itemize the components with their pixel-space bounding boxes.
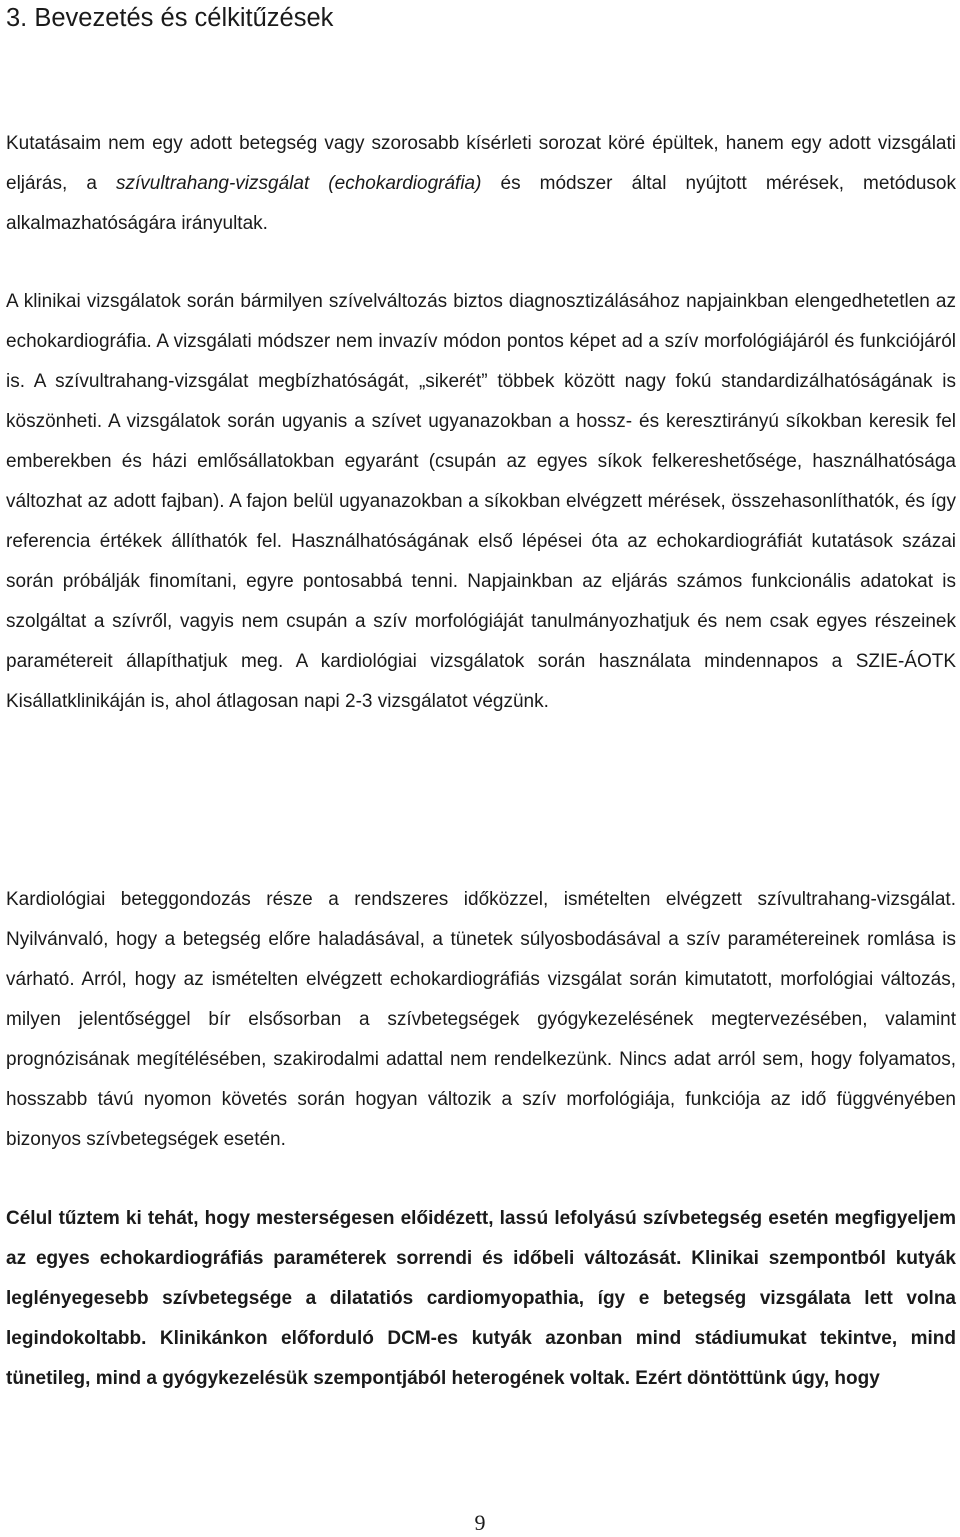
section-heading: 3. Bevezetés és célkitűzések: [6, 4, 334, 32]
paragraph-intro: [6, 124, 956, 244]
paragraph-cardiology-care: Kardiológiai beteggondozás része a rendszeres időközzel, ismételten elvégzett szívultrahang-vizsgálat. Nyilvánvaló, hogy a betegség előre haladásával, a tünetek súlyosbodásával a szív paramétereinek romlása is várható. Arról, hogy az ismételten elvégzett echokardiográfiás vizsgálat során kimutatott, morfológiai változás, milyen jelentőséggel bír elsősorban a szívbetegségek gyógykezelésének megtervezésében, valamint prognózisának megítélésében, szakirodalmi adattal nem rendelkezünk. Nincs adat arról sem, hogy folyamatos, hosszabb távú nyomon követés során hogyan változik a szív morfológiája, funkciója az idő függvényében bizonyos szívbetegségek esetén.: [6, 889, 956, 1150]
paragraph-intro-italic: szívultrahang-vizsgálat (echokardiográfia): [115, 173, 482, 194]
paragraph-intro-text-a: Kutatásaim nem egy adott betegség vagy szorosabb kísérleti sorozat köré épültek, hanem egy adott vizsgálati eljárás, a: [6, 133, 956, 194]
page-number: 9: [474, 1510, 486, 1535]
paragraph-echocardiography: A klinikai vizsgálatok során bármilyen szívelváltozás biztos diagnosztizálásához napjainkban elengedhetetlen az echokardiográfia. A vizsgálati módszer nem invazív módon pontos képet ad a szív morfológiájáról és funkciójáról is. A szívultrahang-vizsgálat megbízhatóságát, „sikerét” többek között nagy fokú standardizálhatóságának is köszönheti. A vizsgálatok során ugyanis a szívet ugyanazokban a hossz- és keresztirányú síkokban keresik fel emberekben és házi emlősállatokban egyaránt (csupán az egyes síkok felkereshetősége, használhatósága változhat az adott fajban). A fajon belül ugyanazokban a síkokban elvégzett mérések, összehasonlíthatók, és így referencia értékek állíthatók fel. Használhatóságának első lépései óta az echokardiográfiát kutatások százai során próbálják finomítani, egyre pontosabbá tenni. Napjainkban az eljárás számos funkcionális adatokat is szolgáltat a szívről, vagyis nem csupán a szív morfológiáját tanulmányozhatjuk és nem csak egyes részeinek paramétereit állapíthatjuk meg. A kardiológiai vizsgálatok során használata mindennapos a SZIE-ÁOTK Kisállatklinikáján is, ahol átlagosan napi 2-3 vizsgálatot végzünk.: [6, 291, 956, 712]
paragraph-aims-bold: Célul tűztem ki tehát, hogy mesterségesen előidézett, lassú lefolyású szívbetegség esetén megfigyeljem az egyes echokardiográfiás paraméterek sorrendi és időbeli változását. Klinikai szempontból kutyák leglényegesebb szívbetegsége a dilatatiós cardiomyopathia, így e betegség vizsgálata lett volna legindokoltabb. Klinikánkon előforduló DCM-es kutyák azonban mind stádiumukat tekintve, mind tünetileg, mind a gyógykezelésük szempontjából heterogének voltak. Ezért döntöttünk úgy, hogy: [6, 1208, 956, 1389]
paragraph-intro-text-b: és módszer által nyújtott mérések, metódusok alkalmazhatóságára irányultak.: [6, 173, 956, 234]
